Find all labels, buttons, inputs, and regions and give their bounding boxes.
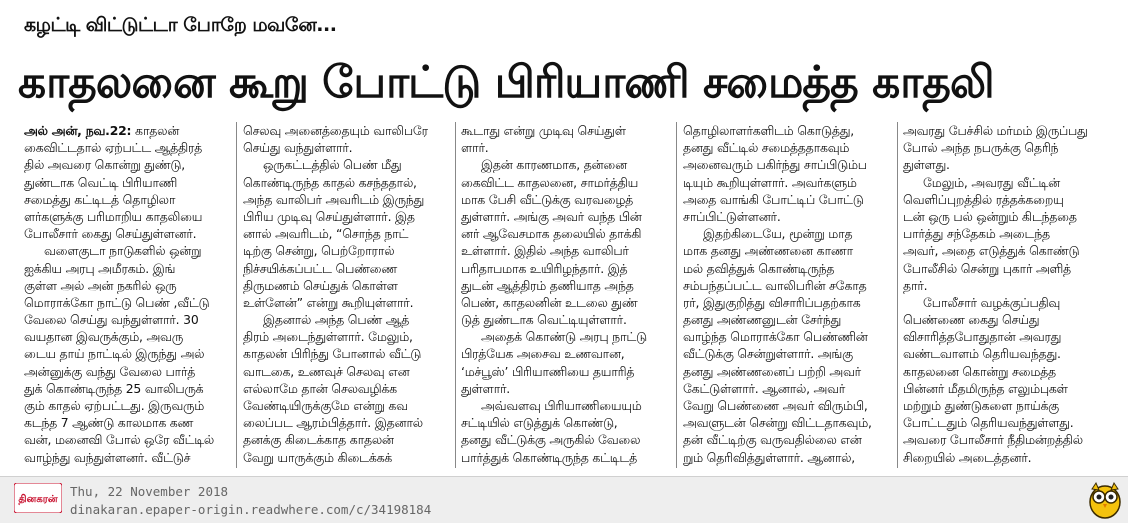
article-line [24, 449, 230, 466]
article-line [903, 311, 1111, 328]
article-line [903, 208, 1111, 225]
article-line-text: பெண், காதலனின் உடலை துண் [461, 294, 638, 310]
article-line [903, 380, 1111, 397]
article-line-text: துள்ளார். அங்கு அவர் வந்த பின் [461, 208, 642, 224]
article-line [903, 277, 1111, 294]
article-line-text: ஐக்கிய அரபு அமீரகம். இங் [24, 260, 176, 276]
article-line-text: வன், மனைவி போல் ஒரே வீட்டில் [24, 432, 214, 448]
article-line [683, 139, 891, 156]
article-line [683, 191, 891, 208]
article-line [461, 449, 669, 466]
article-line [243, 380, 449, 397]
article-line-text: துடன் ஆத்திரம் தணியாத அந்த [461, 277, 634, 293]
article-line-text: துள்ளார். [461, 380, 510, 396]
article-line-text: காதலனை கொன்று சமைத்த [903, 363, 1056, 379]
column-divider [236, 122, 237, 468]
column-divider [676, 122, 677, 468]
article-line-text: அவளுடன் சென்று விட்டதாகவும், [683, 415, 872, 431]
article-line-text: அந்த வாலிபர் அவரிடம் இருந்து [243, 191, 425, 207]
issue-meta [70, 483, 431, 519]
epaper-footer [0, 476, 1128, 523]
article-line-text: செலவு அனைத்தையும் வாலிபரே [243, 123, 428, 138]
article-line-text: துண்டாக வெட்டி பிரியாணி [24, 174, 178, 190]
article-line-text: செய்து வந்துள்ளார். [243, 140, 353, 156]
article-line [243, 242, 449, 259]
article-line [461, 174, 669, 191]
article-line [243, 397, 449, 414]
article-line [461, 397, 669, 414]
article-line-text: இதனால் அந்த பெண் ஆத் [263, 312, 410, 328]
article-line-text: தன் வீட்டிற்கு வருவதில்லை என் [683, 432, 862, 448]
article-line-text: மற்றும் துண்டுகளை நாய்க்கு [903, 398, 1059, 413]
article-line-text: குள்ள அல் அன் நகரில் ஒரு [24, 277, 177, 293]
source-url[interactable]: dinakaran.epaper-origin.readwhere.com/c/34198184 [70, 502, 432, 517]
article-line-text: போட்டதும் தெரியவந்துள்ளது. [903, 415, 1074, 431]
article-line-text: ளர்களுக்கு பரிமாறிய காதலியை [24, 208, 203, 224]
article-line-text: எல்லாமே தான் செலவழிக்க [243, 380, 397, 396]
article-line [461, 260, 669, 277]
article-line-text: அவ்வளவு பிரியாணியையும் [481, 398, 642, 413]
article-line-text: தொழிலாளர்களிடம் கொடுத்து, [683, 123, 855, 138]
article-line [903, 260, 1111, 277]
article-line [461, 156, 669, 173]
article-line [683, 122, 891, 139]
article-line-text: சட்டியில் எடுத்துக் கொண்டு, [461, 415, 618, 431]
article-line-text: தனது அண்ணனைப் பற்றி அவர் [683, 363, 861, 379]
article-line [461, 191, 669, 208]
article-line [683, 380, 891, 397]
article-line [243, 174, 449, 191]
article-line-text: தனக்கு கிடைக்காத காதலன் [243, 432, 394, 448]
article-line-text: போலீசில் சென்று புகார் அளித் [903, 260, 1071, 276]
article-line-text: டன் ஒரு பல் ஒன்றும் கிடந்ததை [903, 208, 1077, 224]
article-line-text: அனைவரும் பகிர்ந்து சாப்பிடும்ப [683, 157, 867, 173]
article-line [24, 260, 230, 277]
article-line-text: மாக தனது அண்ணனை காணா [683, 243, 853, 259]
article-line-text: தார். [903, 277, 928, 293]
article-line [243, 122, 449, 139]
article-line [903, 397, 1111, 414]
article-line [24, 397, 230, 414]
article-line-text: பிரிய முடிவு செய்துள்ளார். இத [243, 208, 415, 224]
article-line [903, 225, 1111, 242]
article-line-text: காதலன் பிரிந்து போனால் வீட்டு [243, 346, 422, 362]
article-line [903, 363, 1111, 380]
article-line [683, 311, 891, 328]
article-line-text: பெண்ணை கைது செய்து [903, 312, 1040, 328]
article-line [461, 225, 669, 242]
article-line-text: விசாரித்தபோதுதான் அவரது [903, 329, 1062, 345]
article-line [903, 345, 1111, 362]
article-line-text: சமைத்து கட்டிடத் தொழிலா [24, 191, 176, 207]
article-line [461, 294, 669, 311]
article-line-text: அதைக் கொண்டு அரபு நாட்டு [481, 329, 647, 345]
article-line-text: வாழ்ந்த மொராக்கோ பெண்ணின் [683, 329, 868, 345]
article-line [903, 431, 1111, 448]
article-line [461, 311, 669, 328]
article-line [461, 208, 669, 225]
article-line [903, 122, 1111, 139]
article-line-text: பிரத்யேக அசைவ உணவான, [461, 346, 625, 362]
article-line-text: பின்னர் மீதமிருந்த எலும்புகள் [903, 380, 1068, 396]
article-line-text: மாக பேசி வீட்டுக்கு வரவழைத் [461, 191, 634, 207]
article-line-text: கொண்டிருந்த காதல் கசந்ததால், [243, 174, 417, 190]
article-line-text: துள்ளது. [903, 157, 950, 173]
article-line [683, 277, 891, 294]
article-line [683, 260, 891, 277]
article-line [461, 122, 669, 139]
dinakaran-logo[interactable] [14, 483, 62, 513]
article-line [24, 122, 230, 139]
article-line [461, 277, 669, 294]
article-line-text: துக் கொண்டிருந்த 25 வாலிபருக் [24, 380, 204, 396]
dateline: அல் அன், நவ.22: [24, 123, 132, 138]
article-line-text: னர் ஆவேசமாக தலையில் தாக்கி [461, 226, 642, 242]
article-column-3 [461, 122, 669, 472]
kicker: கழட்டி விட்டுட்டா போறே மவனே... [24, 14, 337, 36]
article-line [243, 208, 449, 225]
article-line-text: வயதான இவருக்கும், அவரு [24, 329, 183, 345]
article-line [903, 139, 1111, 156]
article-line [243, 294, 449, 311]
article-line [24, 345, 230, 362]
article-line-text: அதை வாங்கி போட்டிப் போட்டு [683, 191, 864, 207]
article-line [24, 225, 230, 242]
logo-text: தினகரன் [18, 494, 58, 505]
article-line-text: டியும் கூறியுள்ளார். அவர்களும் [683, 174, 857, 190]
article-line [683, 225, 891, 242]
article-line-text: வளைகுடா நாடுகளில் ஒன்று [44, 243, 202, 259]
article-line [683, 397, 891, 414]
article-line [683, 294, 891, 311]
column-divider [897, 122, 898, 468]
article-column-4 [683, 122, 891, 472]
article-line [461, 345, 669, 362]
article-line [243, 328, 449, 345]
article-line [683, 328, 891, 345]
article-line-text: மேலும், அவரது வீட்டின் [923, 174, 1060, 190]
article-line-text: டிற்கு சென்று, பெற்றோரால் [243, 243, 395, 259]
article-column-5 [903, 122, 1111, 472]
article-line-text: உள்ளார். இதில் அந்த வாலிபர் [461, 243, 629, 259]
article-line [24, 139, 230, 156]
article-line-text: இதன் காரணமாக, தன்னை [481, 157, 627, 173]
article-line [24, 414, 230, 431]
article-line [903, 328, 1111, 345]
article-line [243, 431, 449, 448]
article-line [683, 363, 891, 380]
article-line [243, 363, 449, 380]
article-line-text: டைய தாய் நாட்டில் இருந்து அல் [24, 346, 205, 362]
article-line [683, 449, 891, 466]
article-line [243, 277, 449, 294]
article-line [683, 242, 891, 259]
article-line [243, 311, 449, 328]
article-line-text: தனது வீட்டுக்கு அருகில் வேலை [461, 432, 641, 448]
article-line [461, 242, 669, 259]
article-line [24, 311, 230, 328]
article-line-text: இதற்கிடையே, மூன்று மாத [703, 226, 853, 242]
article-line [243, 139, 449, 156]
owl-icon[interactable] [1088, 481, 1122, 519]
article-line-text: கூடாது என்று முடிவு செய்துள் [461, 123, 626, 138]
article-line [24, 277, 230, 294]
article-line [683, 174, 891, 191]
article-line [243, 191, 449, 208]
article-line-text: கேட்டுள்ளார். ஆனால், அவர் [683, 380, 846, 396]
article-line-text: வாழ்ந்து வந்துள்ளனர். வீட்டுச் [24, 449, 191, 465]
article-line-text: றும் தெரிவித்துள்ளார். ஆனால், [683, 449, 855, 465]
article-line [24, 174, 230, 191]
article-line [683, 414, 891, 431]
article-line-text: அவரை போலீசார் நீதிமன்றத்தில் [903, 432, 1083, 448]
article-line-text: கடந்த 7 ஆண்டு காலமாக கண [24, 415, 194, 431]
article-line [24, 431, 230, 448]
article-line [243, 345, 449, 362]
article-line [243, 225, 449, 242]
article-line [24, 242, 230, 259]
article-line [24, 294, 230, 311]
article-line-text: அன்னுக்கு வந்து வேலை பார்த் [24, 363, 196, 379]
article-line [683, 156, 891, 173]
article-line-text: னால் அவரிடம், “சொந்த நாட் [243, 226, 409, 242]
article-line [461, 414, 669, 431]
article-line-text: சிறையில் அடைத்தனர். [903, 449, 1032, 465]
article-line [243, 260, 449, 277]
article-line-text: திருமணம் செய்துக் கொள்ள [243, 277, 398, 293]
article-line-text: வீட்டுக்கு சென்றுள்ளார். அங்கு [683, 346, 853, 362]
article-line-text: மல் தவித்துக் கொண்டிருந்த [683, 260, 835, 276]
article-line-text: போலீசார் கைது செய்துள்ளனர். [24, 226, 197, 242]
article-line-text: போலீசார் வழக்குப்பதிவு [923, 294, 1061, 310]
article-line [461, 363, 669, 380]
article-line-text: ‘மச்பூஸ்’ பிரியாணியை தயாரித் [461, 363, 635, 379]
column-divider [455, 122, 456, 468]
article-line-text: கைவிட்டதால் ஏற்பட்ட ஆத்திரத் [24, 140, 202, 156]
article-line [24, 363, 230, 380]
article-line [903, 242, 1111, 259]
article-line [461, 328, 669, 345]
article-line-text: பார்த்து சந்தேகம் அடைந்த [903, 226, 1050, 242]
article-line [461, 380, 669, 397]
article-line-text: வண்டவாளம் தெரியவந்தது. [903, 346, 1061, 362]
article-line [243, 156, 449, 173]
article-line-text: சம்பந்தப்பட்ட வாலிபரின் சகோத [683, 277, 867, 293]
article-line [24, 328, 230, 345]
article-line-text: தனது அண்ணனுடன் சேர்ந்து [683, 312, 842, 328]
article-line [683, 345, 891, 362]
article-line [24, 191, 230, 208]
article-line-text: போல் அந்த நபருக்கு தெரிந் [903, 140, 1059, 156]
article-column-1 [24, 122, 230, 472]
article-line-text: ஒருகட்டத்தில் பெண் மீது [263, 157, 402, 173]
article-line-text: நிச்சயிக்கப்பட்ட பெண்ணை [243, 260, 397, 276]
article-line-text: வேலை செய்து வந்துள்ளார். 30 [24, 312, 199, 328]
article-line [903, 414, 1111, 431]
article-line [24, 208, 230, 225]
article-line-text: வாடகை, உணவுச் செலவு என [243, 363, 410, 379]
article-line [903, 174, 1111, 191]
article-line-text: கைவிட்ட காதலனை, சாமர்த்திய [461, 174, 639, 190]
article-line-text: வேண்டியிருக்குமே என்று கவ [243, 398, 408, 413]
article-line-text: சாப்பிட்டுள்ளனர். [683, 208, 781, 224]
article-line [243, 414, 449, 431]
article-line-text: பரிதாபமாக உயிரிழந்தார். இத் [461, 260, 628, 276]
article-line [903, 156, 1111, 173]
article-line-text: வேறு யாருக்கும் கிடைக்கக் [243, 449, 393, 465]
article-line-text: தில் அவரை கொன்று துண்டு, [24, 157, 185, 173]
article-line [24, 380, 230, 397]
article-line [903, 191, 1111, 208]
article-line [24, 156, 230, 173]
headline: காதலனை கூறு போட்டு பிரியாணி சமைத்த காதலி [18, 57, 994, 108]
article-line-text: கும் காதல் ஏற்பட்டது. இருவரும் [24, 398, 205, 413]
article-line [903, 294, 1111, 311]
article-line-text: காதலன் [131, 123, 180, 138]
article-line-text: ரர், இதுகுறித்து விசாரிப்பதற்காக [683, 294, 861, 310]
article-line-text: தனது வீட்டில் சமைத்ததாகவும் [683, 140, 850, 156]
issue-date: Thu, 22 November 2018 [70, 484, 229, 499]
article-line [243, 449, 449, 466]
article-line-text: லைப்பட ஆரம்பித்தார். இதனால் [243, 415, 423, 431]
article-column-2 [243, 122, 449, 472]
article-line-text: வேறு பெண்ணை அவர் விரும்பி, [683, 398, 868, 413]
article-line-text: வெளிப்புறத்தில் ரத்தக்கறையு [903, 191, 1064, 207]
article-line-text: டுத் துண்டாக வெட்டியுள்ளார். [461, 312, 627, 328]
article-line [683, 208, 891, 225]
article-line-text: மொராக்கோ நாட்டு பெண் ,வீட்டு [24, 294, 210, 310]
article-line-text: பார்த்துக் கொண்டிருந்த கட்டிடத் [461, 449, 637, 465]
article-line-text: உள்ளேன்” என்று கூறியுள்ளார். [243, 294, 414, 310]
article-line-text: ளார். [461, 140, 489, 156]
article-line [903, 449, 1111, 466]
article-line [461, 431, 669, 448]
article-line [461, 139, 669, 156]
article-line [683, 431, 891, 448]
article-line-text: அவரது பேச்சில் மர்மம் இருப்பது [903, 123, 1088, 138]
article-line-text: திரம் அடைந்துள்ளார். மேலும், [243, 329, 413, 345]
article-line-text: அவர், அதை எடுத்துக் கொண்டு [903, 243, 1080, 259]
